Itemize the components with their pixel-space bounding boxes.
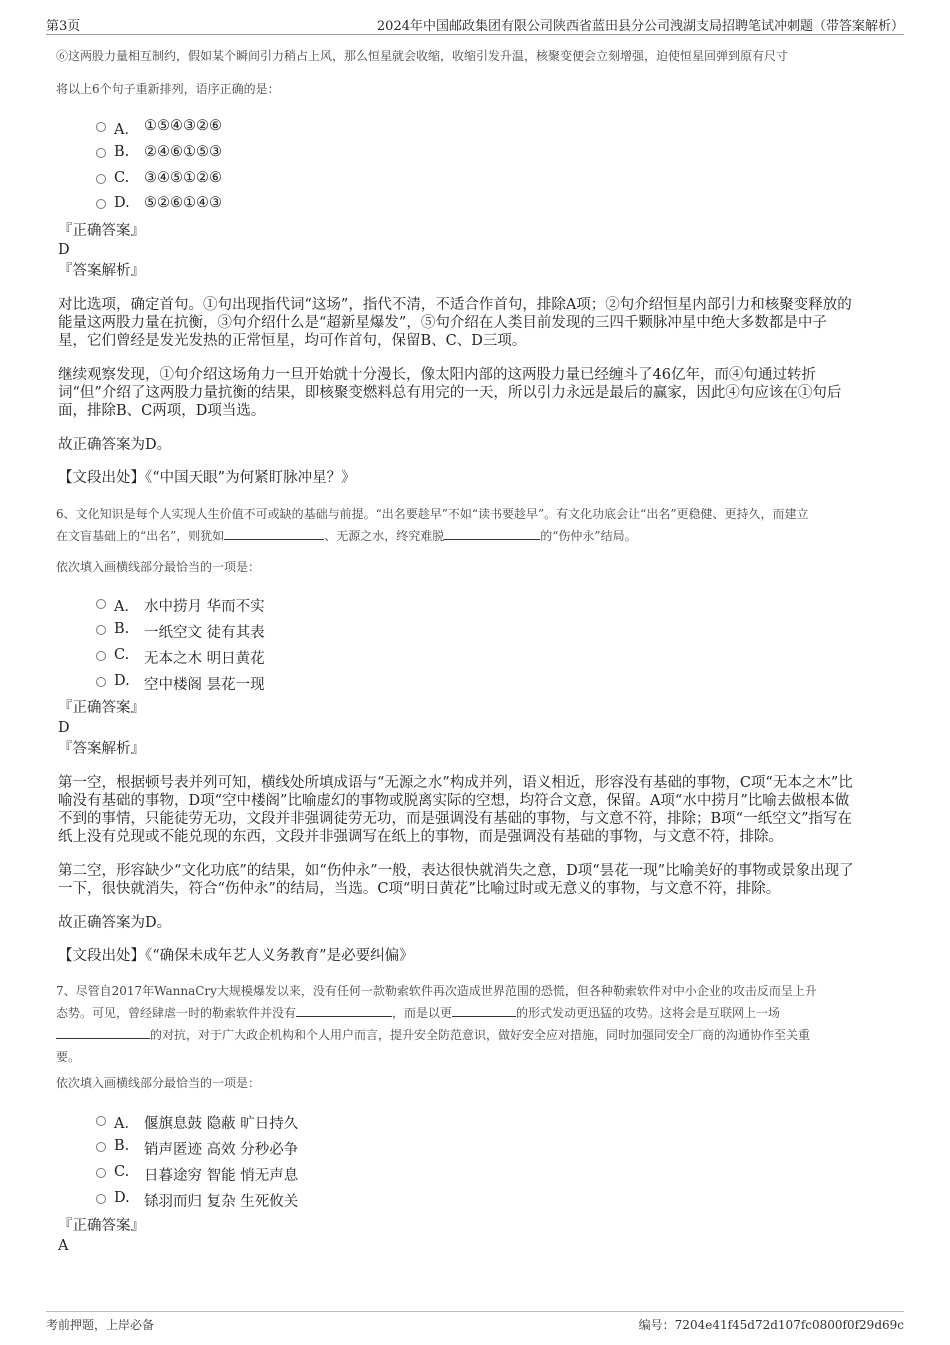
q6-source: 【文段出处】《“确保未成年艺人义务教育”是必要纠偏》	[58, 948, 414, 964]
q7-answer-label: 『正确答案』	[58, 1218, 145, 1234]
radio-icon[interactable]	[96, 1194, 106, 1204]
radio-icon[interactable]	[96, 122, 106, 132]
radio-icon[interactable]	[96, 174, 106, 184]
fill-blank[interactable]	[444, 527, 540, 540]
radio-icon[interactable]	[96, 625, 106, 635]
q6-prompt: 依次填入画横线部分最恰当的一项是：	[56, 560, 261, 574]
q6-conclusion: 故正确答案为D。	[58, 915, 172, 931]
fill-blank[interactable]	[296, 1004, 392, 1017]
radio-icon[interactable]	[96, 1142, 106, 1152]
q5-prompt: 将以上6个句子重新排列，语序正确的是：	[56, 82, 280, 96]
document-title: 2024年中国邮政集团有限公司陕西省蓝田县分公司洩湖支局招聘笔试冲刺题（带答案解析）	[376, 19, 904, 34]
q6-analysis-p1: 第一空，根据顿号表并列可知，横线处所填成语与“无源之水”构成并列，语义相近，形容没有基础的事物，C项“无本之木”比 喻没有基础的事物，D项“空中楼阁”比喻虚幻的事物或脱离实际的空想，均符合文意，保留。A项“水中捞月”比喻去做根本做 不到的事情，只能徒劳无功，文段并非强调徒劳无功，而是强调没有基础的事物，与文意不符，排除；B项“一纸空文”指写在 纸上没有兑现或不能兑现的东西，文段并非强调写在纸上的事物，而是强调没有基础的事物，与文意不符，排除。	[58, 775, 853, 845]
q7-answer: A	[58, 1238, 69, 1254]
page-footer	[46, 1311, 904, 1334]
q6-stem: 6、文化知识是每个人实现人生价值不可或缺的基础与前提。“出名要趁早”不如“读书要趁早”。有文化功底会让“出名”更稳健、更持久，而建立 在文盲基础上的“出名”，则犹如 、无源之水，终究难脱 的“伤仲永”结局。	[56, 507, 809, 543]
q7-prompt: 依次填入画横线部分最恰当的一项是：	[56, 1076, 261, 1090]
document-code: 编号：7204e41f45d72d107fc0800f0f29d69c	[638, 1318, 904, 1332]
footer-slogan: 考前押题，上岸必备	[46, 1318, 155, 1332]
q6-analysis-p2: 第二空，形容缺少“文化功底”的结果，如“伤仲永”一般，表达很快就消失之意，D项“昙花一现”比喻美好的事物或景象出现了 一下，很快就消失，符合“伤仲永”的结局，当选。C项“明日黄花”比喻过时或无意义的事物，与文意不符，排除。	[58, 863, 854, 897]
radio-icon[interactable]	[96, 148, 106, 158]
radio-icon[interactable]	[96, 677, 106, 687]
fill-blank[interactable]	[224, 527, 324, 540]
radio-icon[interactable]	[96, 1116, 106, 1126]
fill-blank[interactable]	[452, 1004, 516, 1017]
q5-answer-label: 『正确答案』	[58, 223, 145, 239]
radio-icon[interactable]	[96, 199, 106, 209]
q5-sentence-6: ⑥这两股力量相互制约，假如某个瞬间引力稍占上风，那么恒星就会收缩，收缩引发升温，核聚变便会立刻增强，迫使恒星回弹到原有尺寸	[56, 49, 789, 63]
q5-analysis-label: 『答案解析』	[58, 263, 145, 279]
radio-icon[interactable]	[96, 1168, 106, 1178]
q5-analysis-p2: 继续观察发现，①句介绍这场角力一旦开始就十分漫长，像太阳内部的这两股力量已经缠斗了46亿年，而④句通过转折 词“但”介绍了这两股力量抗衡的结果，即核聚变燃料总有用完的一天，所以引力永远是最后的赢家，因此④句应该在①句后 面，排除B、C两项，D项当选。	[58, 367, 842, 419]
q5-source: 【文段出处】《“中国天眼”为何紧盯脉冲星？》	[58, 470, 356, 486]
q5-conclusion: 故正确答案为D。	[58, 437, 172, 453]
fill-blank[interactable]	[56, 1026, 150, 1039]
radio-icon[interactable]	[96, 599, 106, 609]
page-header	[46, 14, 904, 35]
q7-stem: 7、尽管自2017年WannaCry大规模爆发以来，没有任何一款勒索软件再次造成世界范围的恐慌，但各种勒索软件对中小企业的攻击反而呈上升 态势。可见，曾经肆虐一时的勒索软件并没有 ，而是以更 的形式发动更迅猛的攻势。这将会是互联网上一场 的对抗，对于广大政企机构和个人用户而言，提升安全防范意识，做好安全应对措施，同时加强同安全厂商的沟通协作至关重 要。	[56, 984, 817, 1064]
q6-answer-label: 『正确答案』	[58, 700, 145, 716]
q5-analysis-p1: 对比选项，确定首句。①句出现指代词“这场”，指代不清，不适合作首句，排除A项；②句介绍恒星内部引力和核聚变释放的 能量这两股力量在抗衡，③句介绍什么是“超新星爆发”，⑤句介绍在人类目前发现的三四千颗脉冲星中绝大多数都是中子 星，它们曾经是发光发热的正常恒星，均可作首句，保留B、C、D三项。	[58, 297, 852, 349]
page-number: 第3页	[46, 19, 81, 34]
q6-answer: D	[58, 720, 70, 736]
q6-analysis-label: 『答案解析』	[58, 741, 145, 757]
radio-icon[interactable]	[96, 651, 106, 661]
q5-answer: D	[58, 242, 70, 258]
